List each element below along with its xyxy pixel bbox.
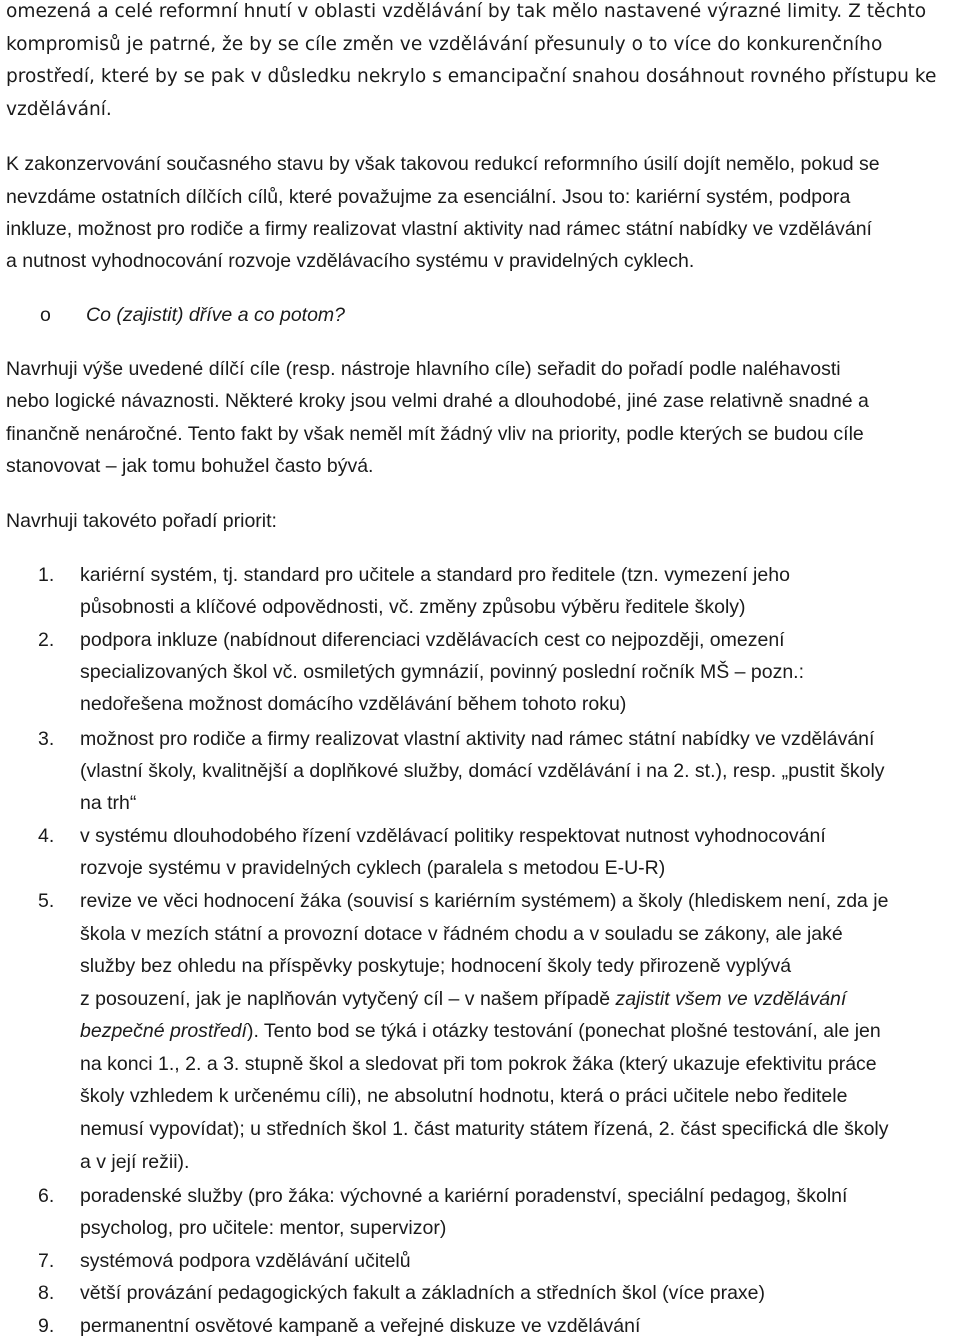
paragraph-3-line-2: nebo logické návaznosti. Některé kroky jsou velmi drahé a dlouhodobé, jiné zase relativně snadné a: [6, 390, 869, 412]
list-item-8-line-1: větší provázání pedagogických fakult a základních a středních škol (více praxe): [80, 1282, 766, 1304]
paragraph-2-line-1: K zakonzervování současného stavu by však takovou redukcí reformního úsilí dojít nemělo, pokud se: [6, 153, 880, 175]
list-item-5-emphasis: bezpečné prostředí: [80, 1020, 247, 1042]
list-item-2-line-1: podpora inkluze (nabídnout diferenciaci vzdělávacích cest co nejpozději, omezení: [80, 629, 785, 651]
list-item-5-emphasis: zajistit všem ve vzdělávání: [615, 988, 847, 1010]
paragraph-1-line-3: prostředí, které by se pak v důsledku nekrylo s emancipační snahou dosáhnout rovného přístupu ke: [6, 66, 937, 87]
list-item-6-line-2: psycholog, pro učitele: mentor, supervizor): [80, 1217, 447, 1239]
list-item-3-line-3: na trh“: [80, 792, 137, 814]
paragraph-3-line-1: Navrhuji výše uvedené dílčí cíle (resp. nástroje hlavního cíle) seřadit do pořadí podle naléhavosti: [6, 358, 841, 380]
list-item-number: 6.: [38, 1185, 55, 1207]
list-item-2-line-2: specializovaných škol vč. osmiletých gymnázií, povinný poslední ročník MŠ – pozn.:: [80, 661, 804, 683]
paragraph-2-line-4: a nutnost vyhodnocování rozvoje vzdělávacího systému v pravidelných cyklech.: [6, 250, 695, 272]
list-item-5-line-3: služby bez ohledu na příspěvky poskytuje; hodnocení školy tedy přirozeně vyplývá: [80, 955, 792, 977]
list-item-1-line-2: působnosti a klíčové odpovědnosti, vč. změny způsobu výběru ředitele školy): [80, 596, 746, 618]
list-item-7-line-1: systémová podpora vzdělávání učitelů: [80, 1250, 411, 1272]
list-item-5-line-8: nemusí vypovídat); u středních škol 1. část maturity státem řízená, 2. část specifická dle školy: [80, 1118, 889, 1140]
paragraph-4: Navrhuji takovéto pořadí priorit:: [6, 510, 277, 532]
paragraph-2-line-3: inkluze, možnost pro rodiče a firmy realizovat vlastní aktivity nad rámec státní nabídky ve vzdělávání: [6, 218, 872, 240]
list-item-6-line-1: poradenské služby (pro žáka: výchovné a kariérní poradenství, speciální pedagog, školní: [80, 1185, 848, 1207]
list-item-3-line-2: (vlastní školy, kvalitnější a doplňkové služby, domácí vzdělávání i na 2. st.), resp. „pustit školy: [80, 760, 885, 782]
list-item-5-line-4-text: z posouzení, jak je naplňován vytyčený cíl – v našem případě: [80, 988, 616, 1010]
list-item-number: 7.: [38, 1250, 55, 1272]
list-item-2-line-3: nedořešena možnost domácího vzdělávání během tohoto roku): [80, 693, 627, 715]
list-item-5-line-6: na konci 1., 2. a 3. stupně škol a sledovat při tom pokrok žáka (který ukazuje efektivitu práce: [80, 1053, 877, 1075]
list-item-3-line-1: možnost pro rodiče a firmy realizovat vlastní aktivity nad rámec státní nabídky ve vzdělávání: [80, 728, 875, 750]
list-item-4-line-1: v systému dlouhodobého řízení vzdělávací politiky respektovat nutnost vyhodnocování: [80, 825, 826, 847]
list-item-number: 9.: [38, 1315, 55, 1337]
list-item-number: 1.: [38, 564, 55, 586]
list-item-5-line-5: [80, 1015, 881, 1047]
paragraph-1-line-2: kompromisů je patrné, že by se cíle změn ve vzdělávání přesunuly o to více do konkurenčního: [6, 34, 883, 55]
paragraph-1-line-4: vzdělávání.: [6, 99, 112, 120]
list-item-5-line-9: a v její režii).: [80, 1151, 190, 1173]
list-item-number: 4.: [38, 825, 55, 847]
paragraph-3-line-3: finančně nenáročné. Tento fakt by však neměl mít žádný vliv na priority, podle kterých se budou cíle: [6, 423, 864, 445]
paragraph-2-line-2: nevzdáme ostatních dílčích cílů, které považujme za esenciální. Jsou to: kariérní systém, podpora: [6, 186, 851, 208]
list-item-5-line-7: školy vzhledem k určenému cíli), ne absolutní hodnotu, která o práci učitele nebo ředitele: [80, 1085, 848, 1107]
list-item-9-line-1: permanentní osvětové kampaně a veřejné diskuze ve vzdělávání: [80, 1315, 641, 1337]
list-item-5-line-4: [80, 983, 846, 1015]
list-item-number: 2.: [38, 629, 55, 651]
list-item-number: 5.: [38, 890, 55, 912]
list-item-number: 8.: [38, 1282, 55, 1304]
bullet-marker: o: [40, 304, 51, 326]
list-item-5-line-2: škola v mezích státní a provozní dotace v řádném chodu a v souladu se zákony, ale jaké: [80, 923, 843, 945]
list-item-4-line-2: rozvoje systému v pravidelných cyklech (paralela s metodou E-U-R): [80, 857, 666, 879]
paragraph-1-line-1: omezená a celé reformní hnutí v oblasti vzdělávání by tak mělo nastavené výrazné limity. Z těchto: [6, 1, 927, 22]
paragraph-3-line-4: stanovovat – jak tomu bohužel často bývá.: [6, 455, 374, 477]
list-item-1-line-1: kariérní systém, tj. standard pro učitele a standard pro ředitele (tzn. vymezení jeho: [80, 564, 790, 586]
question-heading: Co (zajistit) dříve a co potom?: [86, 304, 346, 326]
list-item-5-line-1: revize ve věci hodnocení žáka (souvisí s kariérním systémem) a školy (hlediskem není, zda je: [80, 890, 889, 912]
list-item-number: 3.: [38, 728, 55, 750]
list-item-5-line-5-text: ). Tento bod se týká i otázky testování (ponechat plošné testování, ale jen: [246, 1020, 881, 1042]
